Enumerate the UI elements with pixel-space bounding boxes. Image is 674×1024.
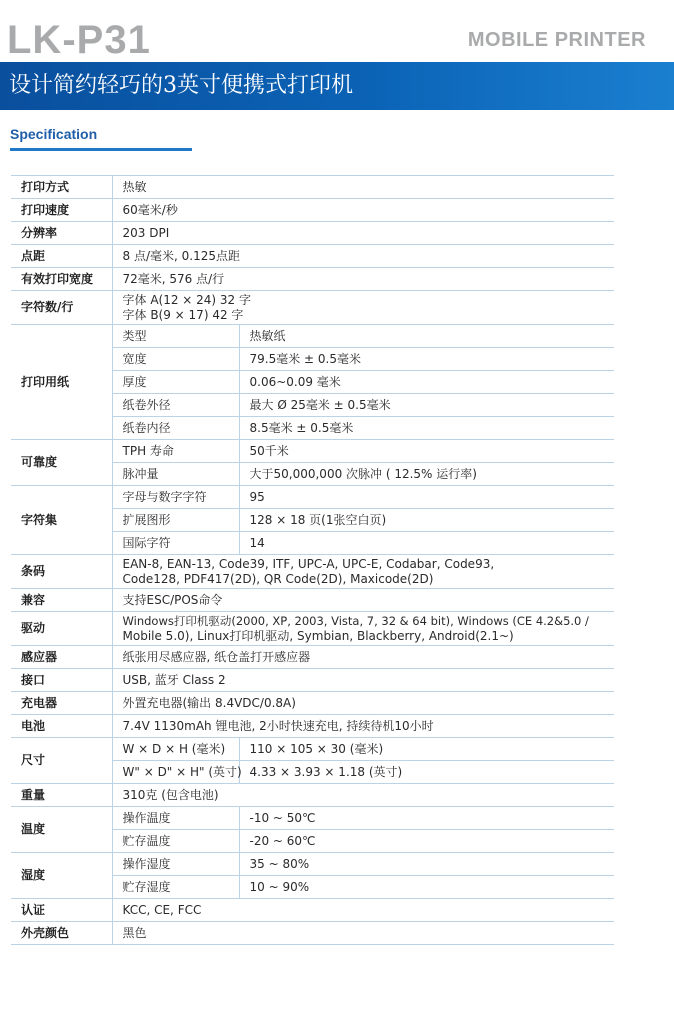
spec-label: 温度 [11, 807, 112, 853]
spec-row-sensor [11, 646, 614, 669]
spec-value: 128 × 18 页(1张空白页) [239, 509, 614, 532]
spec-value: 热敏 [112, 176, 614, 199]
section-title: Specification [10, 126, 98, 142]
spec-label: 字符集 [11, 486, 112, 555]
spec-sublabel: 操作温度 [112, 807, 239, 830]
spec-label: 湿度 [11, 853, 112, 899]
spec-value: 0.06~0.09 毫米 [239, 371, 614, 394]
spec-row-tph-life [11, 440, 614, 463]
spec-label: 充电器 [11, 692, 112, 715]
spec-label: 电池 [11, 715, 112, 738]
spec-row-alnum [11, 486, 614, 509]
spec-label: 接口 [11, 669, 112, 692]
spec-row-dim-mm [11, 738, 614, 761]
spec-row-print-speed [11, 199, 614, 222]
spec-value-line: 字体 B(9 × 17) 42 字 [122, 307, 244, 322]
title-banner [0, 62, 674, 110]
spec-label: 分辨率 [11, 222, 112, 245]
spec-label: 外壳颜色 [11, 922, 112, 945]
spec-sublabel: 类型 [112, 325, 239, 348]
spec-row-print-method [11, 176, 614, 199]
spec-value: 50千米 [239, 440, 614, 463]
model-name: LK-P31 [7, 18, 151, 62]
spec-value: 35 ~ 80% [239, 853, 614, 876]
spec-label: 打印速度 [11, 199, 112, 222]
spec-sublabel: W" × D" × H" (英寸) [112, 761, 239, 784]
spec-row-print-width [11, 268, 614, 291]
spec-sublabel: 纸卷内径 [112, 417, 239, 440]
spec-label: 驱动 [11, 612, 112, 646]
spec-value [112, 291, 614, 325]
banner-title: 设计简约轻巧的3英寸便携式打印机 [9, 73, 353, 98]
spec-value: 外置充电器(输出 8.4VDC/0.8A) [112, 692, 614, 715]
spec-label: 认证 [11, 899, 112, 922]
spec-value: 热敏纸 [239, 325, 614, 348]
spec-label: 重量 [11, 784, 112, 807]
spec-value: -10 ~ 50℃ [239, 807, 614, 830]
spec-row-color [11, 922, 614, 945]
spec-row-charger [11, 692, 614, 715]
spec-sublabel: W × D × H (毫米) [112, 738, 239, 761]
spec-value: 黑色 [112, 922, 614, 945]
spec-value: 60毫米/秒 [112, 199, 614, 222]
spec-value: 大于50,000,000 次脉冲 ( 12.5% 运行率) [239, 463, 614, 486]
spec-row-dot-pitch [11, 245, 614, 268]
spec-sublabel: 扩展图形 [112, 509, 239, 532]
spec-label: 尺寸 [11, 738, 112, 784]
spec-label: 兼容 [11, 589, 112, 612]
spec-value: 支持ESC/POS命令 [112, 589, 614, 612]
spec-row-weight [11, 784, 614, 807]
spec-row-battery [11, 715, 614, 738]
spec-value [112, 612, 614, 646]
spec-row-paper-type [11, 325, 614, 348]
spec-value-line: Windows打印机驱动(2000, XP, 2003, Vista, 7, 32 & 64 bit), Windows (CE 4.2&5.0 / [122, 613, 589, 628]
spec-value [112, 555, 614, 589]
spec-value: 8.5毫米 ± 0.5毫米 [239, 417, 614, 440]
spec-value: 4.33 × 3.93 × 1.18 (英寸) [239, 761, 614, 784]
spec-row-driver [11, 612, 614, 646]
spec-value: 14 [239, 532, 614, 555]
spec-row-humidity-operating [11, 853, 614, 876]
spec-value: 7.4V 1130mAh 锂电池, 2小时快速充电, 持续待机10小时 [112, 715, 614, 738]
spec-label: 有效打印宽度 [11, 268, 112, 291]
spec-value: 110 × 105 × 30 (毫米) [239, 738, 614, 761]
spec-sublabel: TPH 寿命 [112, 440, 239, 463]
spec-label: 字符数/行 [11, 291, 112, 325]
spec-value-line: Mobile 5.0), Linux打印机驱动, Symbian, Blackberry, Android(2.1~) [122, 628, 514, 643]
spec-value: 203 DPI [112, 222, 614, 245]
spec-sublabel: 贮存湿度 [112, 876, 239, 899]
spec-value: USB, 蓝牙 Class 2 [112, 669, 614, 692]
spec-value-line: 字体 A(12 × 24) 32 字 [122, 292, 252, 307]
spec-value: 10 ~ 90% [239, 876, 614, 899]
section-underline [10, 148, 192, 151]
spec-value: -20 ~ 60℃ [239, 830, 614, 853]
spec-sublabel: 厚度 [112, 371, 239, 394]
spec-value-line: EAN-8, EAN-13, Code39, ITF, UPC-A, UPC-E, Codabar, Code93, [122, 556, 495, 571]
spec-sublabel: 纸卷外径 [112, 394, 239, 417]
spec-value: 72毫米, 576 点/行 [112, 268, 614, 291]
spec-sublabel: 操作湿度 [112, 853, 239, 876]
spec-value: 8 点/毫米, 0.125点距 [112, 245, 614, 268]
spec-sublabel: 脉冲量 [112, 463, 239, 486]
spec-value-line: Code128, PDF417(2D), QR Code(2D), Maxicode(2D) [122, 571, 434, 586]
spec-sublabel: 国际字符 [112, 532, 239, 555]
spec-row-barcode [11, 555, 614, 589]
spec-value: 纸张用尽感应器, 纸仓盖打开感应器 [112, 646, 614, 669]
spec-sublabel: 贮存温度 [112, 830, 239, 853]
spec-table [11, 175, 614, 945]
spec-row-chars-per-line [11, 291, 614, 325]
spec-value: KCC, CE, FCC [112, 899, 614, 922]
spec-row-compat [11, 589, 614, 612]
spec-row-certification [11, 899, 614, 922]
spec-row-resolution [11, 222, 614, 245]
spec-label: 感应器 [11, 646, 112, 669]
spec-sublabel: 字母与数字字符 [112, 486, 239, 509]
spec-sublabel: 宽度 [112, 348, 239, 371]
spec-row-interface [11, 669, 614, 692]
spec-row-temp-operating [11, 807, 614, 830]
spec-label: 可靠度 [11, 440, 112, 486]
spec-label: 打印方式 [11, 176, 112, 199]
spec-value: 95 [239, 486, 614, 509]
spec-label: 条码 [11, 555, 112, 589]
spec-value: 310克 (包含电池) [112, 784, 614, 807]
spec-value: 79.5毫米 ± 0.5毫米 [239, 348, 614, 371]
spec-value: 最大 Ø 25毫米 ± 0.5毫米 [239, 394, 614, 417]
product-type: MOBILE PRINTER [467, 29, 646, 51]
spec-label: 打印用纸 [11, 325, 112, 440]
spec-label: 点距 [11, 245, 112, 268]
